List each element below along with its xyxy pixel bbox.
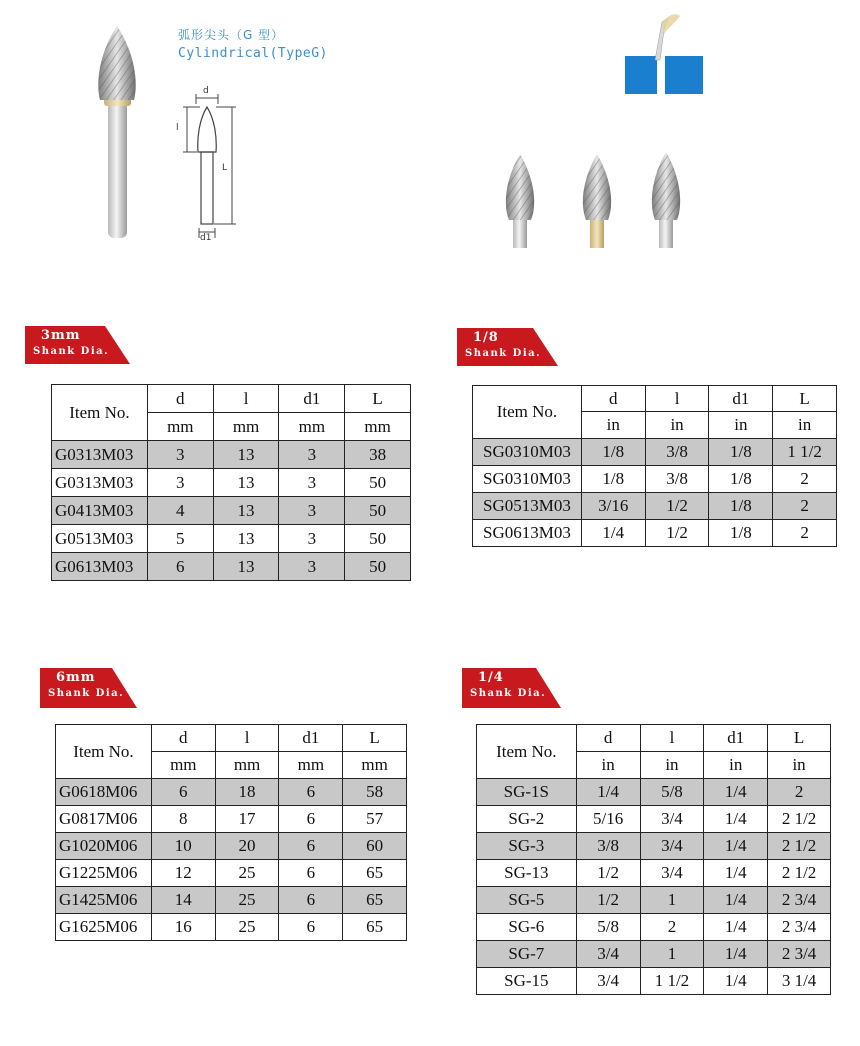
item-number: SG-3: [477, 833, 577, 860]
unit-d1: mm: [279, 413, 345, 441]
cell-d1: 1/4: [704, 914, 768, 941]
item-number: SG0513M03: [473, 493, 582, 520]
cell-d: 16: [151, 914, 215, 941]
cell-L: 2 1/2: [768, 806, 831, 833]
table-row: [56, 860, 407, 887]
cell-l: 2: [640, 914, 704, 941]
table-row: [56, 806, 407, 833]
spec-table-1-8: [472, 385, 837, 547]
badge-1-4-shank: [462, 668, 572, 708]
cell-l: 1: [640, 887, 704, 914]
cell-l: 5/8: [640, 779, 704, 806]
unit-d1: in: [709, 412, 773, 439]
badge-size: 1/4: [478, 670, 504, 685]
table-row: [473, 466, 837, 493]
table-row: [477, 806, 831, 833]
cell-d1: 1/4: [704, 887, 768, 914]
cell-d: 1/8: [581, 466, 645, 493]
cell-d1: 6: [279, 833, 343, 860]
cell-L: 2 1/2: [768, 833, 831, 860]
cell-L: 3 1/4: [768, 968, 831, 995]
cell-L: 65: [343, 860, 407, 887]
item-number: SG-2: [477, 806, 577, 833]
header-d1: d1: [704, 725, 768, 752]
cell-d: 3: [147, 441, 213, 469]
item-number: G0413M03: [52, 497, 148, 525]
dim-label-l: l: [176, 123, 179, 133]
table-row: [56, 887, 407, 914]
unit-l: in: [640, 752, 704, 779]
cell-d1: 3: [279, 441, 345, 469]
unit-l: mm: [215, 752, 279, 779]
burr-photo-trio: [506, 152, 680, 248]
header-item-no: Item No.: [477, 725, 577, 779]
cell-d1: 1/8: [709, 493, 773, 520]
header-d: d: [147, 385, 213, 413]
cell-d: 1/8: [581, 439, 645, 466]
header-L: L: [345, 385, 411, 413]
dimension-diagram: [183, 94, 236, 238]
cell-L: 50: [345, 469, 411, 497]
badge-caption: Shank Dia.: [33, 346, 110, 357]
cell-l: 17: [215, 806, 279, 833]
cell-d1: 6: [279, 806, 343, 833]
cell-L: 2: [773, 493, 837, 520]
cell-L: 65: [343, 914, 407, 941]
header-l: l: [215, 725, 279, 752]
item-number: G0618M06: [56, 779, 152, 806]
unit-d: mm: [151, 752, 215, 779]
item-number: SG-6: [477, 914, 577, 941]
cell-d: 3/4: [576, 968, 640, 995]
item-number: SG-13: [477, 860, 577, 887]
cell-d: 1/2: [576, 860, 640, 887]
cell-L: 50: [345, 497, 411, 525]
badge-caption: Shank Dia.: [470, 688, 547, 699]
cell-d: 6: [147, 553, 213, 581]
cell-l: 13: [213, 469, 279, 497]
cell-l: 25: [215, 914, 279, 941]
cell-l: 25: [215, 887, 279, 914]
cell-d: 3/8: [576, 833, 640, 860]
cell-d: 1/4: [581, 520, 645, 547]
cell-d1: 1/4: [704, 968, 768, 995]
item-number: SG-5: [477, 887, 577, 914]
badge-caption: Shank Dia.: [48, 688, 125, 699]
cell-l: 18: [215, 779, 279, 806]
item-number: SG0310M03: [473, 439, 582, 466]
item-number: G0613M03: [52, 553, 148, 581]
unit-d: mm: [147, 413, 213, 441]
unit-d1: mm: [279, 752, 343, 779]
unit-L: in: [773, 412, 837, 439]
cell-l: 13: [213, 497, 279, 525]
table-row: [56, 833, 407, 860]
unit-L: in: [768, 752, 831, 779]
cell-d: 6: [151, 779, 215, 806]
table-row: [52, 469, 411, 497]
cell-d1: 1/4: [704, 860, 768, 887]
table-row: [473, 439, 837, 466]
header-d1: d1: [709, 386, 773, 412]
cell-d: 3/16: [581, 493, 645, 520]
badge-6mm-shank: [40, 668, 150, 708]
header-L: L: [773, 386, 837, 412]
spec-table-1-4: [476, 724, 831, 995]
cell-L: 2 3/4: [768, 914, 831, 941]
cell-L: 50: [345, 525, 411, 553]
unit-d: in: [576, 752, 640, 779]
cell-L: 2 3/4: [768, 941, 831, 968]
badge-size: 3mm: [41, 328, 81, 343]
header-item-no: Item No.: [473, 386, 582, 439]
cell-l: 3/8: [645, 439, 709, 466]
item-number: G0817M06: [56, 806, 152, 833]
cell-l: 13: [213, 441, 279, 469]
dim-label-d: d: [203, 86, 209, 96]
cell-d: 1/4: [576, 779, 640, 806]
header-L: L: [343, 725, 407, 752]
table-row: [52, 441, 411, 469]
header-d: d: [581, 386, 645, 412]
header-item-no: Item No.: [52, 385, 148, 441]
header-d: d: [576, 725, 640, 752]
cell-L: 60: [343, 833, 407, 860]
table-row: [477, 968, 831, 995]
badge-caption: Shank Dia.: [465, 348, 542, 359]
cell-d: 14: [151, 887, 215, 914]
header-d1: d1: [279, 385, 345, 413]
cell-d: 12: [151, 860, 215, 887]
cell-d: 5/8: [576, 914, 640, 941]
header-d: d: [151, 725, 215, 752]
cell-L: 2: [768, 779, 831, 806]
cell-d1: 3: [279, 497, 345, 525]
cell-d1: 1/4: [704, 941, 768, 968]
cell-l: 1 1/2: [640, 968, 704, 995]
cell-d1: 3: [279, 553, 345, 581]
item-number: G1625M06: [56, 914, 152, 941]
header-item-no: Item No.: [56, 725, 152, 779]
header-L: L: [768, 725, 831, 752]
dim-label-d1: d1: [200, 233, 212, 243]
item-number: G1020M06: [56, 833, 152, 860]
unit-d: in: [581, 412, 645, 439]
cell-d: 8: [151, 806, 215, 833]
cell-d1: 1/8: [709, 466, 773, 493]
cell-d1: 1/8: [709, 520, 773, 547]
burr-photo-large: [98, 26, 135, 238]
cell-l: 1/2: [645, 520, 709, 547]
cell-d1: 1/4: [704, 833, 768, 860]
item-number: SG-15: [477, 968, 577, 995]
unit-d1: in: [704, 752, 768, 779]
cell-L: 50: [345, 553, 411, 581]
table-row: [473, 493, 837, 520]
cell-L: 38: [345, 441, 411, 469]
cell-d1: 1/4: [704, 779, 768, 806]
item-number: G0513M03: [52, 525, 148, 553]
header-l: l: [640, 725, 704, 752]
badge-3mm-shank: [25, 326, 135, 366]
item-number: SG0310M03: [473, 466, 582, 493]
spec-table-3mm: [51, 384, 411, 581]
cell-L: 2: [773, 520, 837, 547]
header-illustrations: [0, 0, 860, 300]
cell-d1: 1/8: [709, 439, 773, 466]
table-row: [477, 833, 831, 860]
cell-l: 13: [213, 525, 279, 553]
spec-table-6mm: [55, 724, 407, 941]
table-row: [56, 914, 407, 941]
cell-d: 3/4: [576, 941, 640, 968]
item-number: SG-1S: [477, 779, 577, 806]
item-number: G1225M06: [56, 860, 152, 887]
cell-d1: 3: [279, 525, 345, 553]
table-row: [56, 779, 407, 806]
cell-d1: 6: [279, 779, 343, 806]
item-number: SG0613M03: [473, 520, 582, 547]
header-d1: d1: [279, 725, 343, 752]
cell-L: 1 1/2: [773, 439, 837, 466]
brand-logo: [625, 14, 703, 94]
cell-d: 4: [147, 497, 213, 525]
cell-l: 3/8: [645, 466, 709, 493]
item-number: G0313M03: [52, 441, 148, 469]
table-row: [473, 520, 837, 547]
cell-d: 5: [147, 525, 213, 553]
header-l: l: [645, 386, 709, 412]
table-row: [477, 941, 831, 968]
cell-d: 10: [151, 833, 215, 860]
table-row: [52, 497, 411, 525]
unit-l: mm: [213, 413, 279, 441]
title-english: Cylindrical(TypeG): [178, 46, 328, 61]
item-number: G1425M06: [56, 887, 152, 914]
cell-l: 3/4: [640, 833, 704, 860]
table-row: [477, 779, 831, 806]
cell-d1: 3: [279, 469, 345, 497]
table-row: [477, 860, 831, 887]
cell-l: 1: [640, 941, 704, 968]
title-chinese: 弧形尖头（G 型）: [178, 28, 285, 42]
cell-l: 20: [215, 833, 279, 860]
table-row: [52, 525, 411, 553]
cell-l: 3/4: [640, 860, 704, 887]
cell-L: 58: [343, 779, 407, 806]
header-l: l: [213, 385, 279, 413]
table-row: [477, 887, 831, 914]
cell-d1: 6: [279, 914, 343, 941]
cell-d: 1/2: [576, 887, 640, 914]
cell-l: 1/2: [645, 493, 709, 520]
unit-l: in: [645, 412, 709, 439]
cell-L: 2: [773, 466, 837, 493]
unit-L: mm: [345, 413, 411, 441]
table-row: [52, 553, 411, 581]
cell-l: 13: [213, 553, 279, 581]
cell-L: 65: [343, 887, 407, 914]
cell-l: 25: [215, 860, 279, 887]
cell-L: 57: [343, 806, 407, 833]
cell-L: 2 1/2: [768, 860, 831, 887]
cell-d1: 1/4: [704, 806, 768, 833]
cell-d: 5/16: [576, 806, 640, 833]
badge-size: 6mm: [56, 670, 96, 685]
badge-1-8-shank: [457, 328, 567, 368]
cell-d: 3: [147, 469, 213, 497]
cell-d1: 6: [279, 887, 343, 914]
badge-size: 1/8: [473, 330, 499, 345]
item-number: G0313M03: [52, 469, 148, 497]
cell-l: 3/4: [640, 806, 704, 833]
cell-d1: 6: [279, 860, 343, 887]
unit-L: mm: [343, 752, 407, 779]
item-number: SG-7: [477, 941, 577, 968]
cell-L: 2 3/4: [768, 887, 831, 914]
dim-label-L: L: [222, 163, 228, 173]
table-row: [477, 914, 831, 941]
